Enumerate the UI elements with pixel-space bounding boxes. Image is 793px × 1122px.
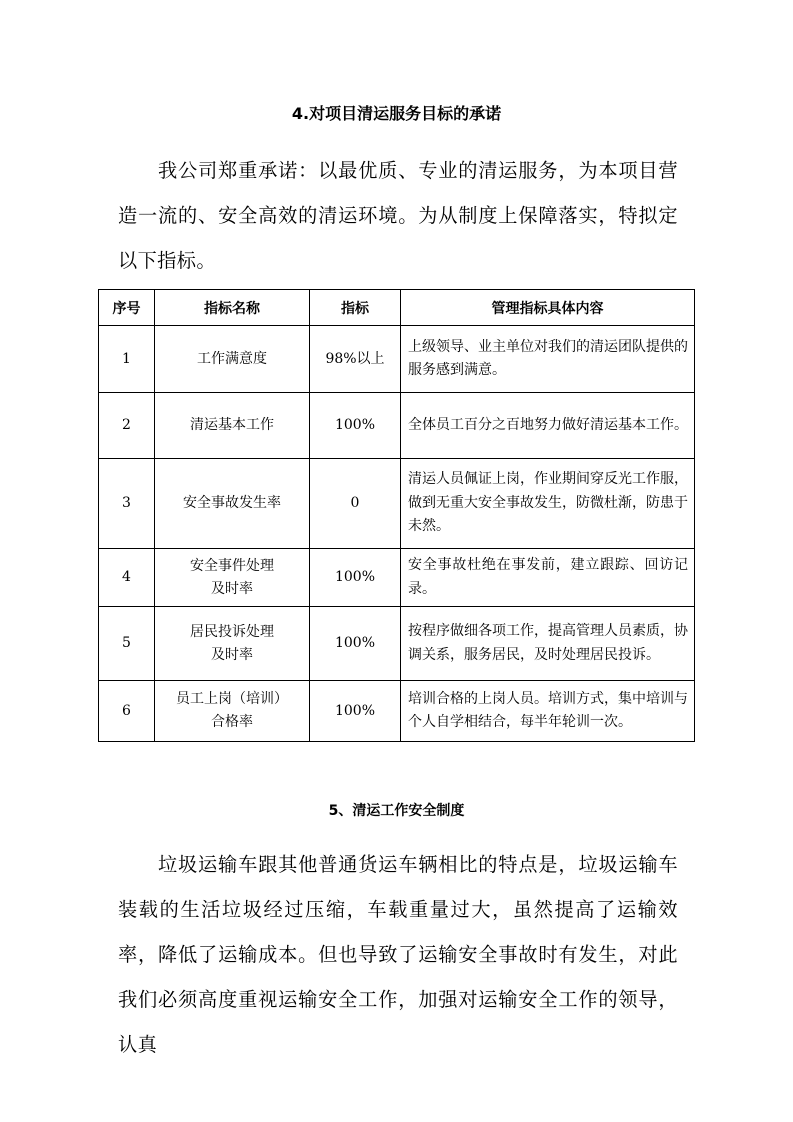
row-content: 培训合格的上岗人员。培训方式，集中培训与个人自学相结合，每半年轮训一次。 <box>401 681 695 742</box>
row-target: 98%以上 <box>310 326 401 393</box>
row-name-line1: 居民投诉处理 <box>190 623 274 640</box>
row-name-line1: 安全事件处理 <box>190 557 274 574</box>
row-target: 0 <box>310 459 401 549</box>
row-target: 100% <box>310 549 401 607</box>
row-name <box>155 549 310 607</box>
section-5-body: 垃圾运输车跟其他普通货运车辆相比的特点是，垃圾运输车装载的生活垃圾经过压缩，车载重量过大，虽然提高了运输效率，降低了运输成本。但也导致了运输安全事故时有发生，对此我们必须高度重视运输安全工作，加强对运输安全工作的领导，认真 <box>118 853 678 1056</box>
row-content: 上级领导、业主单位对我们的清运团队提供的服务感到满意。 <box>401 326 695 393</box>
row-name-line2: 及时率 <box>211 646 253 663</box>
section-4-intro: 我公司郑重承诺：以最优质、专业的清运服务，为本项目营造一流的、安全高效的清运环境。为从制度上保障落实，特拟定以下指标。 <box>118 159 678 272</box>
row-name <box>155 459 310 549</box>
row-no: 2 <box>99 393 155 459</box>
row-name <box>155 326 310 393</box>
row-target: 100% <box>310 681 401 742</box>
section-4-title: 4.对项目清运服务目标的承诺 <box>291 104 502 123</box>
table-row <box>99 607 695 681</box>
header-target: 指标 <box>310 290 401 326</box>
row-content: 全体员工百分之百地努力做好清运基本工作。 <box>401 393 695 459</box>
indicator-table <box>98 289 695 742</box>
row-no: 6 <box>99 681 155 742</box>
row-name-line1: 清运基本工作 <box>190 417 274 433</box>
row-name <box>155 607 310 681</box>
header-content: 管理指标具体内容 <box>401 290 695 326</box>
table-row <box>99 393 695 459</box>
row-no: 1 <box>99 326 155 393</box>
header-name: 指标名称 <box>155 290 310 326</box>
table-header-row <box>99 290 695 326</box>
row-name-line1: 员工上岗（培训） <box>176 691 288 707</box>
row-name-line2: 及时率 <box>211 580 253 597</box>
row-name-line1: 工作满意度 <box>197 350 267 367</box>
table-row <box>99 549 695 607</box>
row-name <box>155 681 310 742</box>
row-target: 100% <box>310 607 401 681</box>
row-name-line1: 安全事故发生率 <box>183 495 281 511</box>
table-row <box>99 681 695 742</box>
row-no: 4 <box>99 549 155 607</box>
row-target: 100% <box>310 393 401 459</box>
row-no: 3 <box>99 459 155 549</box>
row-name-line2: 合格率 <box>211 714 253 730</box>
row-name <box>155 393 310 459</box>
row-content: 安全事故杜绝在事发前，建立跟踪、回访记录。 <box>401 549 695 607</box>
header-no: 序号 <box>99 290 155 326</box>
row-no: 5 <box>99 607 155 681</box>
section-5-title: 5、清运工作安全制度 <box>328 803 465 819</box>
row-content: 按程序做细各项工作，提高管理人员素质，协调关系，服务居民，及时处理居民投诉。 <box>401 607 695 681</box>
table-row <box>99 459 695 549</box>
row-content: 清运人员佩证上岗，作业期间穿反光工作服，做到无重大安全事故发生，防微杜渐，防患于未然。 <box>401 459 695 549</box>
table-row <box>99 326 695 393</box>
